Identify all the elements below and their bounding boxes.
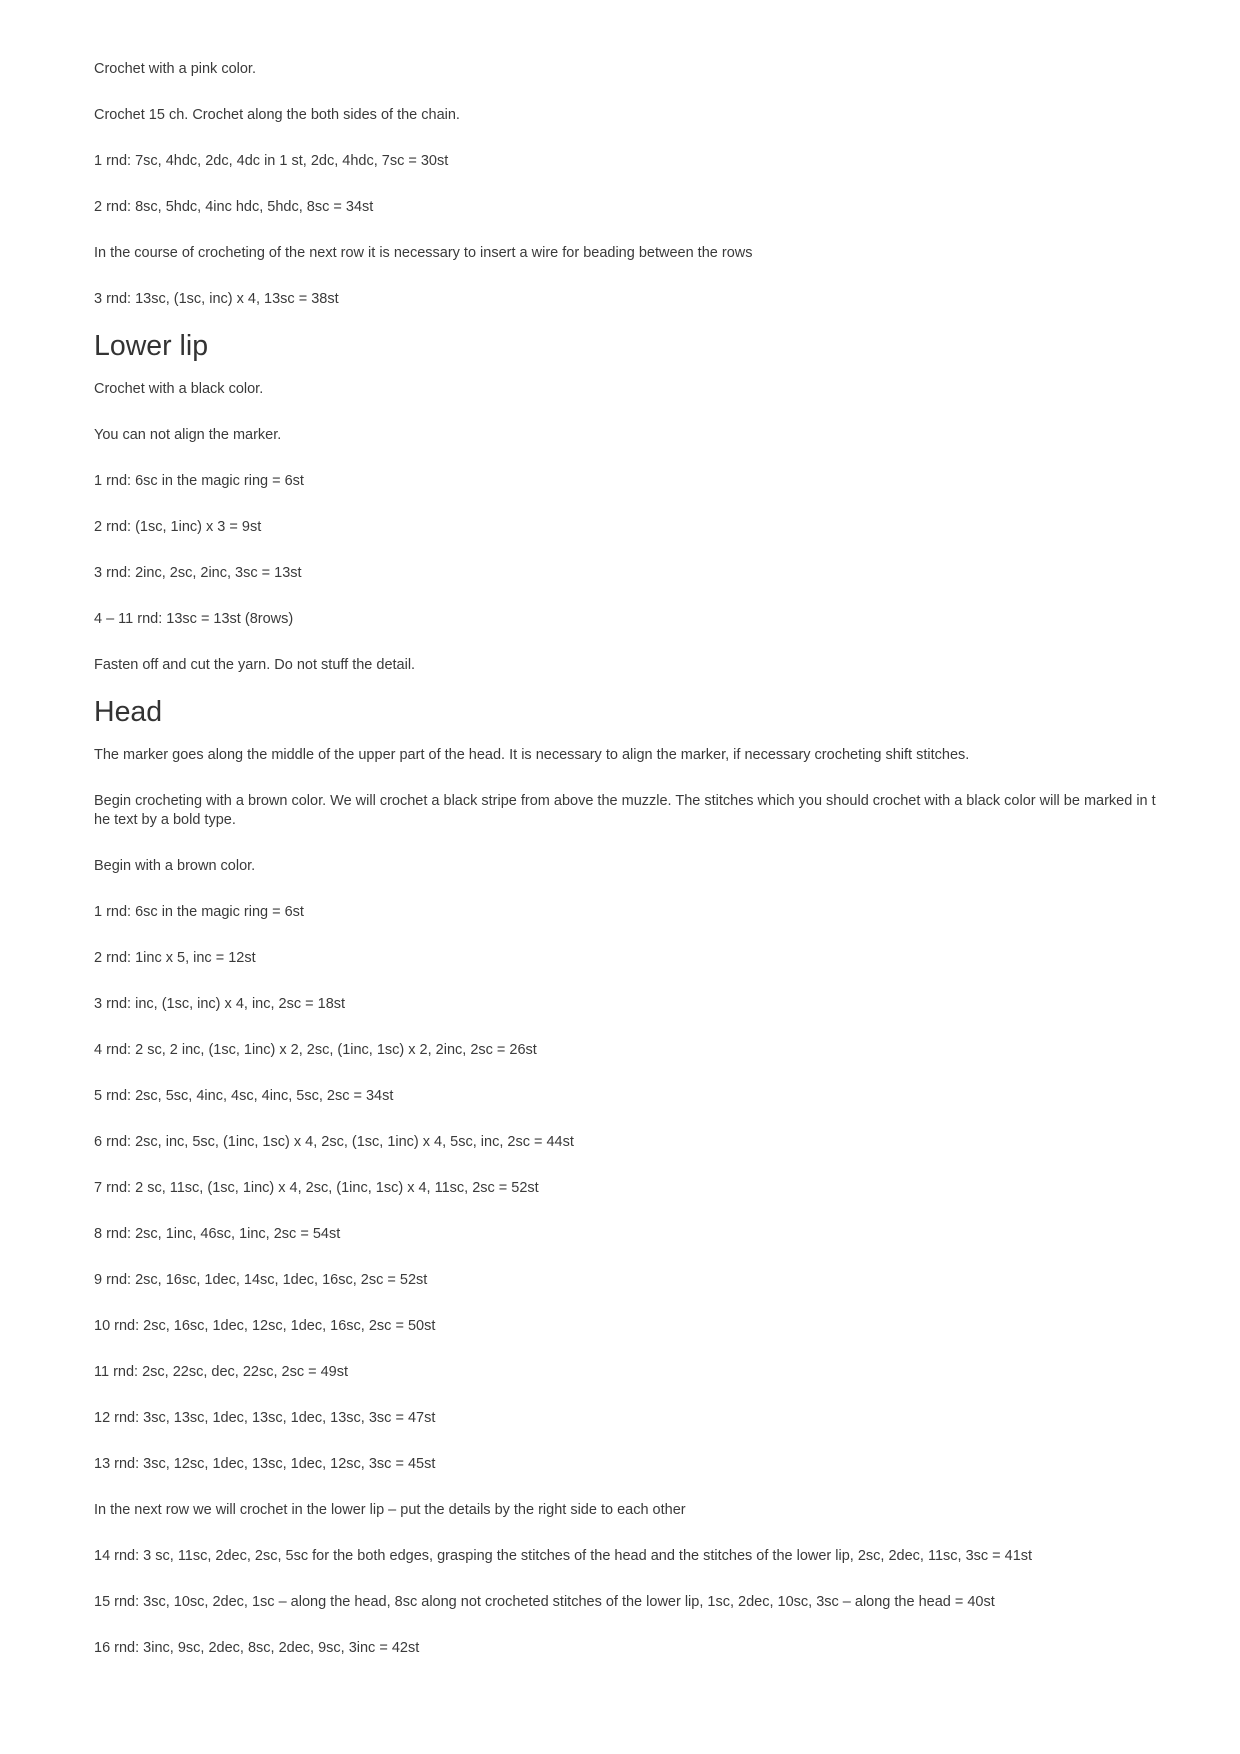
instruction-line: 9 rnd: 2sc, 16sc, 1dec, 14sc, 1dec, 16sc, 2sc = 52st [94, 1272, 428, 1288]
instruction-line: Fasten off and cut the yarn. Do not stuff the detail. [94, 657, 416, 673]
instruction-line: 7 rnd: 2 sc, 11sc, (1sc, 1inc) x 4, 2sc, (1inc, 1sc) x 4, 11sc, 2sc = 52st [94, 1180, 539, 1196]
instruction-line: 3 rnd: 13sc, (1sc, inc) x 4, 13sc = 38st [94, 291, 339, 307]
section-heading-lower-lip: Lower lip [94, 330, 209, 362]
instruction-line: The marker goes along the middle of the upper part of the head. It is necessary to align the marker, if necessary crocheting shift stitches. [94, 747, 970, 763]
instruction-line: 10 rnd: 2sc, 16sc, 1dec, 12sc, 1dec, 16sc, 2sc = 50st [94, 1318, 436, 1334]
instruction-line: Begin with a brown color. [94, 858, 256, 874]
instruction-line: 11 rnd: 2sc, 22sc, dec, 22sc, 2sc = 49st [94, 1364, 349, 1380]
instruction-line: 5 rnd: 2sc, 5sc, 4inc, 4sc, 4inc, 5sc, 2sc = 34st [94, 1088, 394, 1104]
instruction-line: Crochet with a black color. [94, 381, 264, 397]
instruction-line: Crochet 15 ch. Crochet along the both sides of the chain. [94, 107, 460, 123]
instruction-line: 14 rnd: 3 sc, 11sc, 2dec, 2sc, 5sc for the both edges, grasping the stitches of the head and the stitches of the lower lip, 2sc, 2dec, 11sc, 3sc = 41st [94, 1548, 1033, 1564]
instruction-line: 2 rnd: 1inc x 5, inc = 12st [94, 950, 256, 966]
instruction-line: 4 – 11 rnd: 13sc = 13st (8rows) [94, 611, 294, 627]
instruction-line: In the next row we will crochet in the lower lip – put the details by the right side to each other [94, 1502, 686, 1518]
instruction-line: Crochet with a pink color. [94, 61, 256, 77]
instruction-line: You can not align the marker. [94, 427, 282, 443]
instruction-line: 3 rnd: inc, (1sc, inc) x 4, inc, 2sc = 18st [94, 996, 346, 1012]
section-heading-head: Head [94, 696, 163, 728]
instruction-line: 12 rnd: 3sc, 13sc, 1dec, 13sc, 1dec, 13sc, 3sc = 47st [94, 1410, 436, 1426]
instruction-line: Begin crocheting with a brown color. We will crochet a black stripe from above the muzzle. The stitches which you should crochet with a black color will be marked in the text by a bold type. [94, 793, 1156, 828]
instruction-line: 2 rnd: (1sc, 1inc) x 3 = 9st [94, 519, 262, 535]
instruction-line: 3 rnd: 2inc, 2sc, 2inc, 3sc = 13st [94, 565, 302, 581]
instruction-line: In the course of crocheting of the next row it is necessary to insert a wire for beading between the rows [94, 245, 753, 261]
instruction-line: 1 rnd: 6sc in the magic ring = 6st [94, 473, 304, 489]
instruction-line: 15 rnd: 3sc, 10sc, 2dec, 1sc – along the head, 8sc along not crocheted stitches of the lower lip, 1sc, 2dec, 10sc, 3sc – along the head = 40st [94, 1594, 995, 1610]
instruction-line: 13 rnd: 3sc, 12sc, 1dec, 13sc, 1dec, 12sc, 3sc = 45st [94, 1456, 436, 1472]
instruction-line: 2 rnd: 8sc, 5hdc, 4inc hdc, 5hdc, 8sc = 34st [94, 199, 374, 215]
instruction-line: 1 rnd: 7sc, 4hdc, 2dc, 4dc in 1 st, 2dc, 4hdc, 7sc = 30st [94, 153, 449, 169]
instruction-line: 16 rnd: 3inc, 9sc, 2dec, 8sc, 2dec, 9sc, 3inc = 42st [94, 1640, 420, 1656]
instruction-line: 8 rnd: 2sc, 1inc, 46sc, 1inc, 2sc = 54st [94, 1226, 341, 1242]
instruction-line: 4 rnd: 2 sc, 2 inc, (1sc, 1inc) x 2, 2sc, (1inc, 1sc) x 2, 2inc, 2sc = 26st [94, 1042, 537, 1058]
instruction-line: 6 rnd: 2sc, inc, 5sc, (1inc, 1sc) x 4, 2sc, (1sc, 1inc) x 4, 5sc, inc, 2sc = 44st [94, 1134, 574, 1150]
document-page [94, 60, 1164, 1685]
instruction-line: 1 rnd: 6sc in the magic ring = 6st [94, 904, 304, 920]
